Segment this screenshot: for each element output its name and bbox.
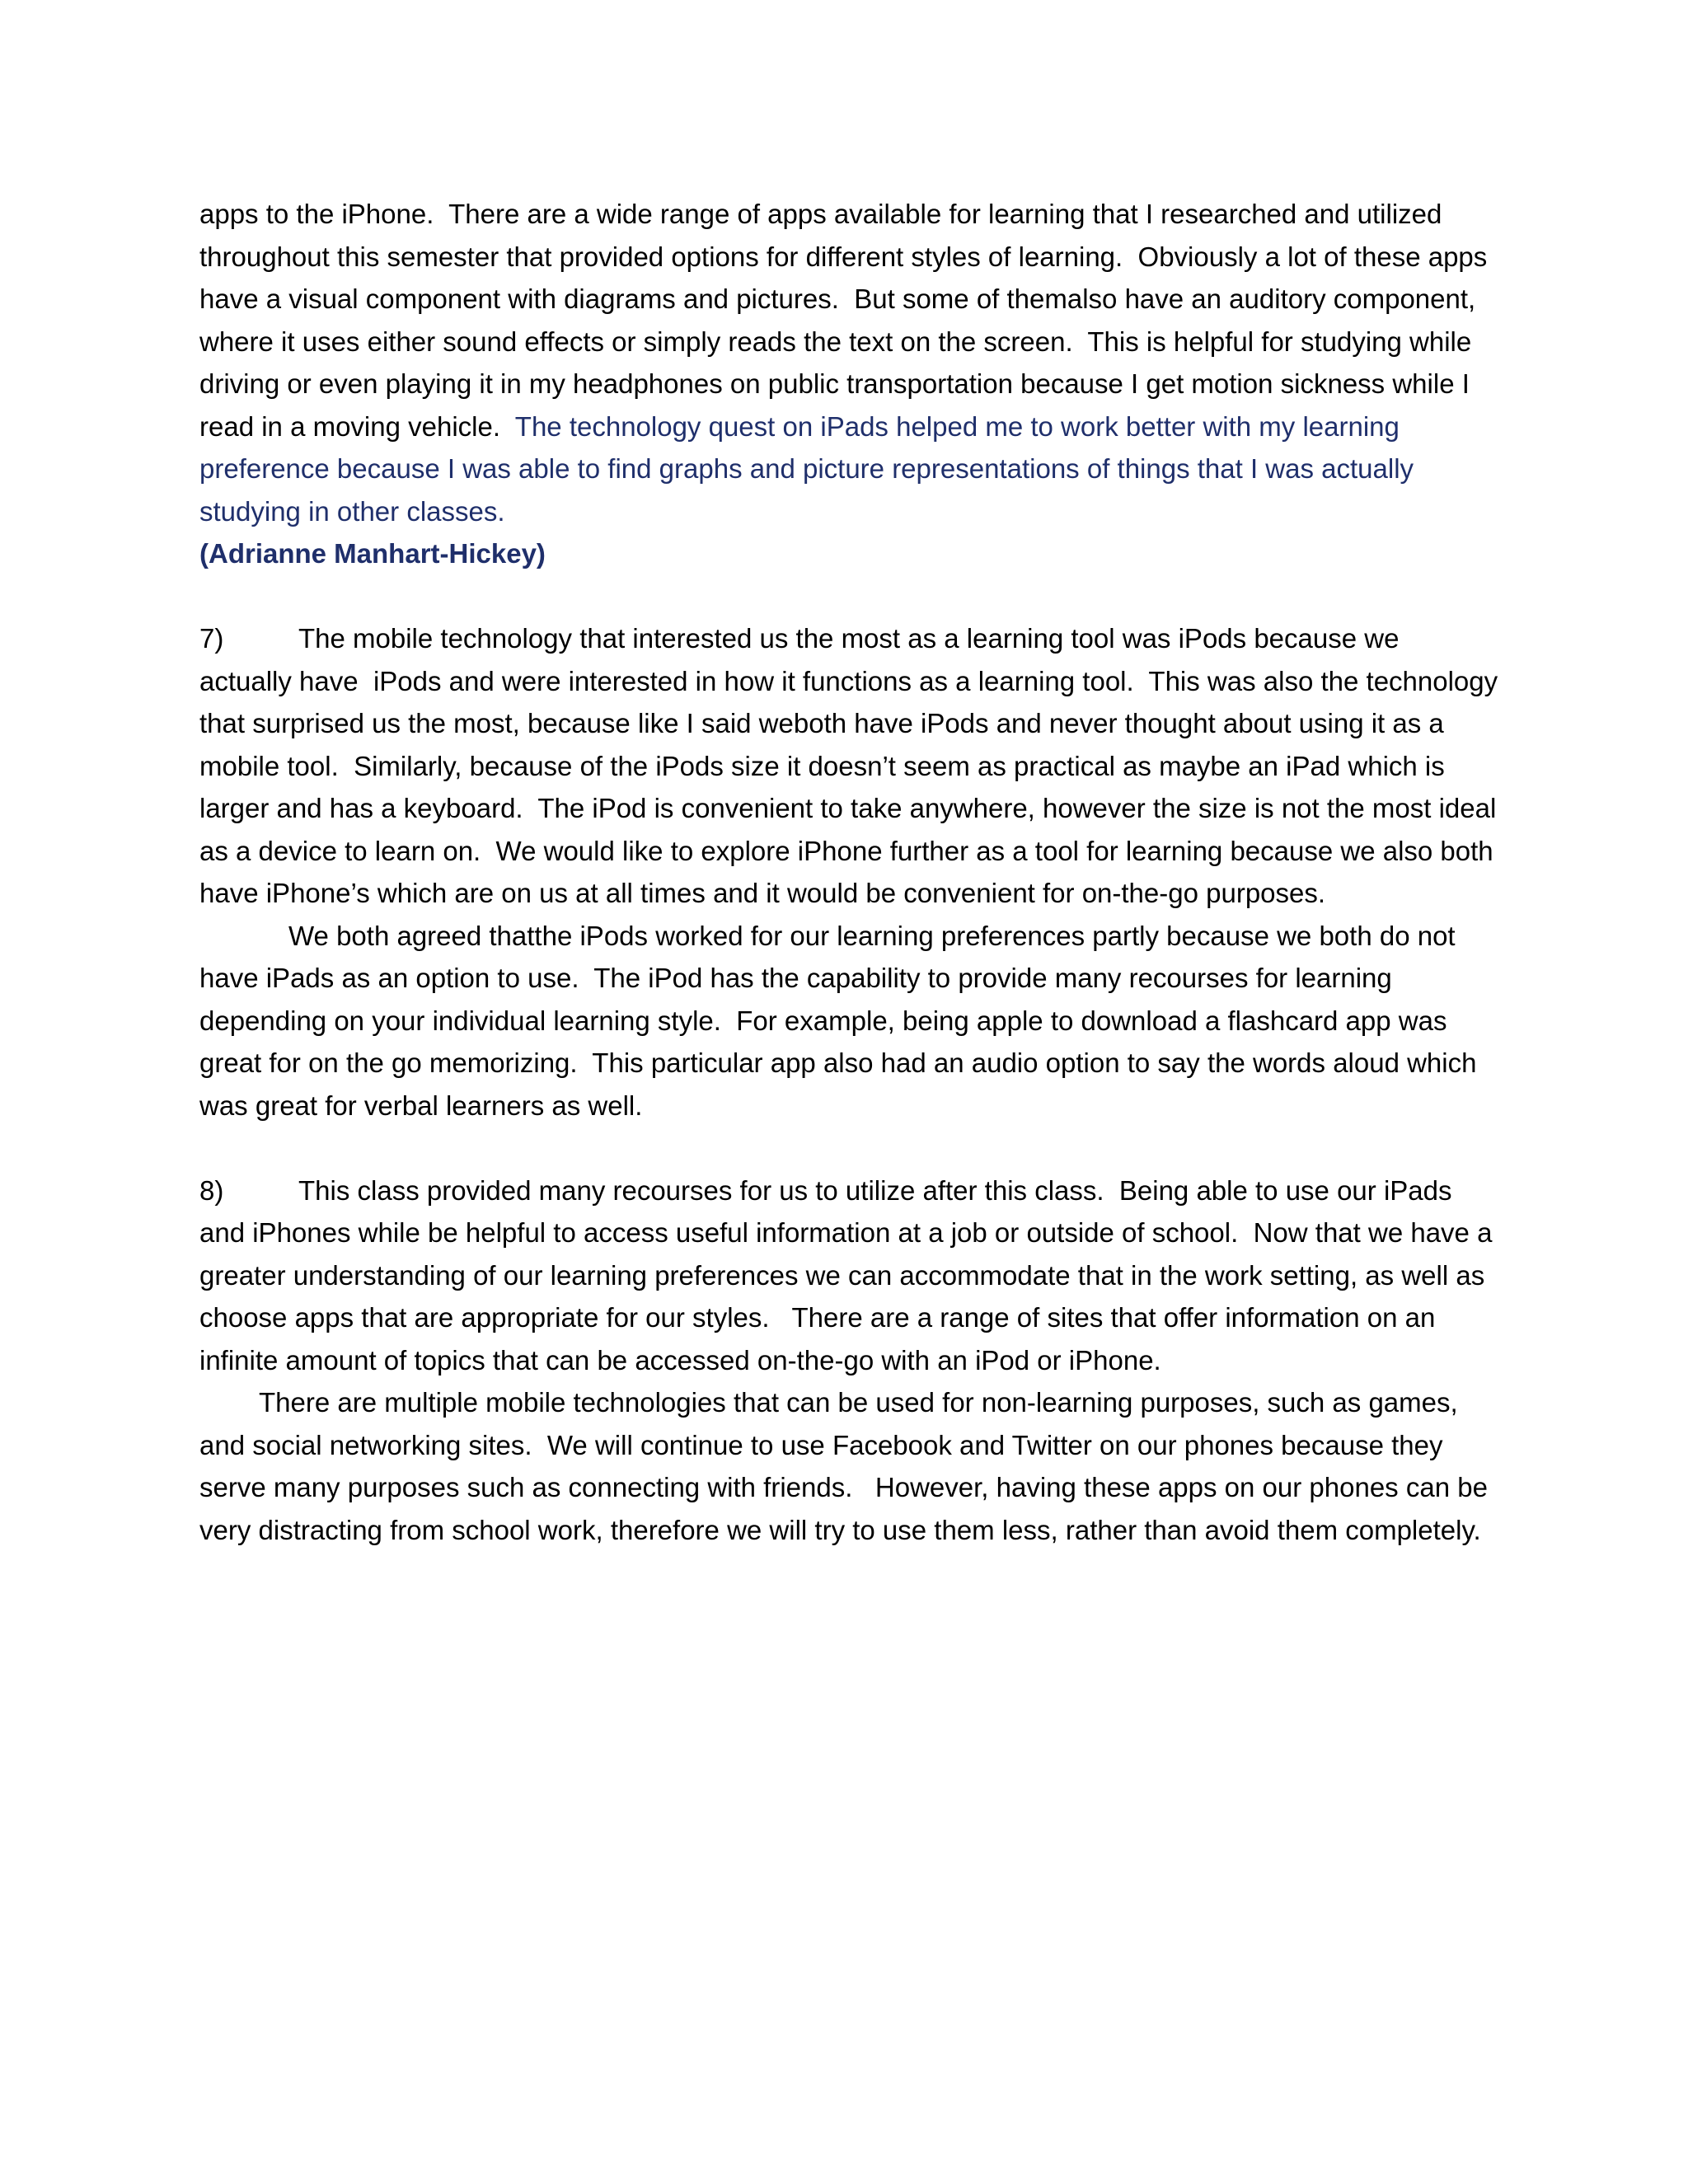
paragraph-apps-summary [199,193,1498,532]
question-7-paragraph-2: We both agreed thatthe iPods worked for our learning preferences partly because we both do not have iPads as an option to use. The iPod has the capability to provide many recourses for learning depending on your individual learning style. For example, being apple to download a flashcard app was great for on the go memorizing. This particular app also had an audio option to say the words aloud which was great for verbal learners as well. [199,920,1484,1121]
paragraph-spacer [199,1127,1498,1169]
paragraph-spacer [199,575,1498,618]
paragraph-technology-quest-text: The technology quest on iPads helped me to work better with my learning preference because I was able to find graphs and picture representations of things that I was actually studying in other classes. [199,410,1422,527]
question-8-paragraph-1-text: This class provided many recourses for us to utilize after this class. Being able to use our iPads and iPhones while be helpful to access useful information at a job or outside of school. Now that we have a greater understanding of our learning preferences we can accommodate that in the work setting, as well as choose apps that are appropriate for our styles. There are a range of sites that offer information on an infinite amount of topics that can be accessed on-the-go with an iPod or iPhone. [199,1174,1500,1376]
document-body [199,193,1506,1551]
question-8-paragraph-2: There are multiple mobile technologies that can be used for non-learning purposes, such as games, and social networking sites. We will continue to use Facebook and Twitter on our phones because they serve many purposes such as connecting with friends. However, having these apps on our phones can be very distracting from school work, therefore we will try to use them less, rather than avoid them completely. [199,1387,1496,1545]
question-8-number: 8) [199,1174,224,1206]
paragraph-apps-summary-text: apps to the iPhone. There are a wide range of apps available for learning that I researched and utilized throughout this semester that provided options for different styles of learning. Obviously a lot of these apps have a visual component with diagrams and pictures. But some of themalso have an auditory component, where it uses either sound effects or simply reads the text on the screen. This is helpful for studying while driving or even playing it in my headphones on public transportation because I get motion sickness while I read in a moving vehicle. [199,199,1495,442]
author-attribution: (Adrianne Manhart-Hickey) [199,538,546,569]
question-7-number: 7) [199,623,224,654]
question-8-paragraph-1 [199,1169,1498,1382]
question-7-paragraph-1-text: The mobile technology that interested us the most as a learning tool was iPods because we actually have iPods and were interested in how it functions as a learning tool. This was also the technology that surprised us the most, because like I said weboth have iPods and never thought about using it as a mobile tool. Similarly, because of the iPods size it doesn’t seem as practical as maybe an iPad which is larger and has a keyboard. The iPod is convenient to take anywhere, however the size is not the most ideal as a device to learn on. We would like to explore iPhone further as a tool for learning because we also both have iPhone’s which are on us at all times and it would be convenient for on-the-go purposes. [199,623,1506,908]
question-7-paragraph-1 [199,617,1506,915]
